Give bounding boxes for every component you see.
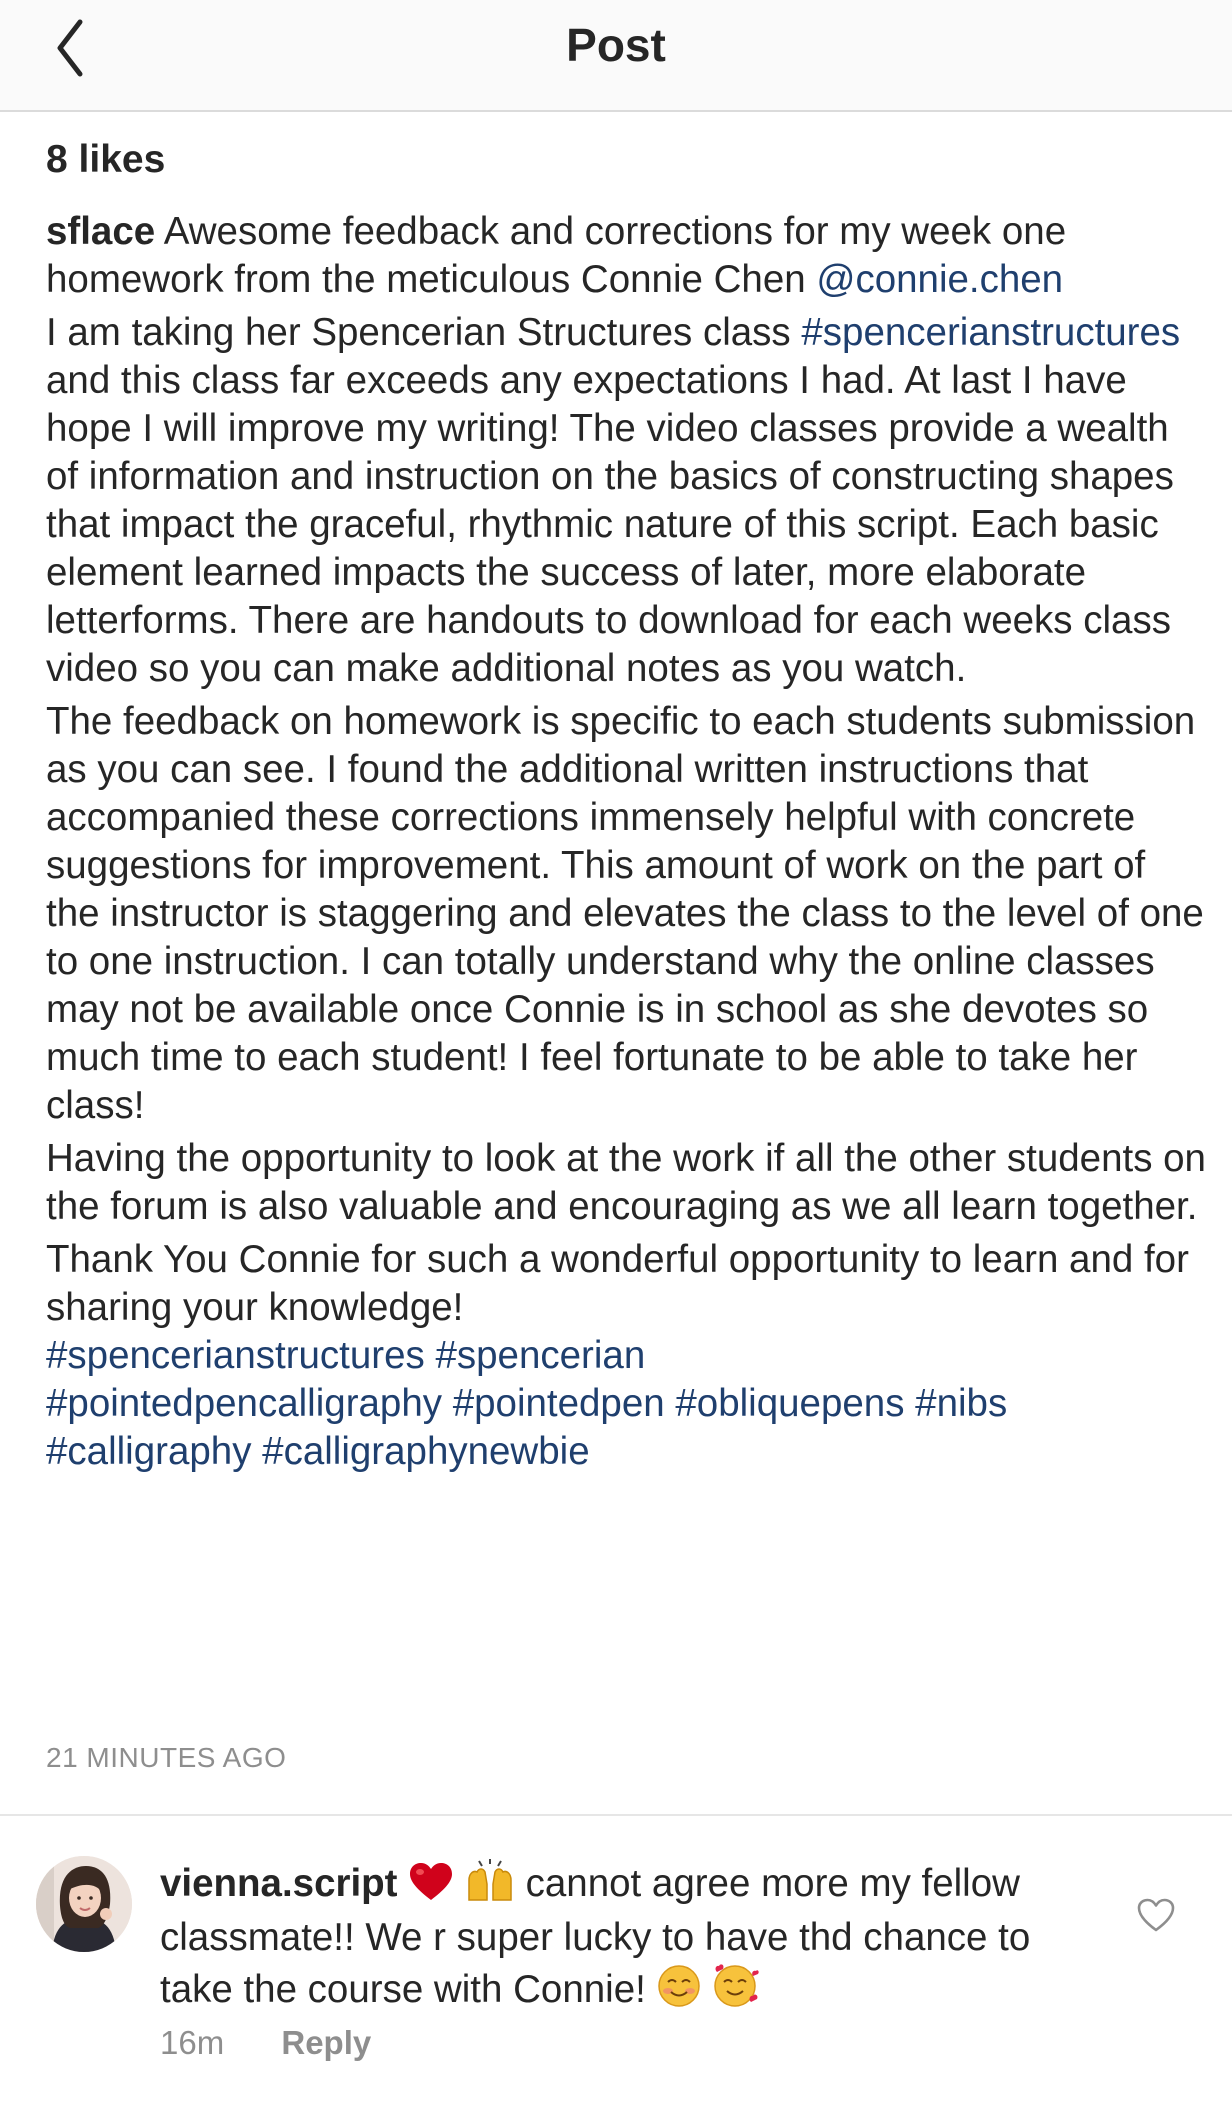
comment-text: cannot agree more my fellow classmate!! We r super lucky to have thd chance to take the course with Connie! xyxy=(160,1862,1031,2011)
hashtag-link[interactable]: #obliquepens xyxy=(675,1382,905,1425)
comment xyxy=(160,1858,1100,2020)
hashtag-link[interactable]: #spencerian xyxy=(435,1334,646,1377)
smiling-face-emoji xyxy=(657,1964,701,2020)
avatar-image xyxy=(36,1856,132,1952)
hashtag-link[interactable]: #pointedpen xyxy=(452,1382,665,1425)
hashtag-link[interactable]: #nibs xyxy=(915,1382,1008,1425)
likes-count[interactable]: 8 likes xyxy=(46,138,166,181)
avatar[interactable] xyxy=(36,1856,132,1952)
reply-button[interactable]: Reply xyxy=(281,2024,372,2061)
hashtag-list xyxy=(46,1332,1206,1476)
hashtag-link[interactable]: #spencerianstructures xyxy=(46,1334,425,1377)
caption-paragraph-3: Having the opportunity to look at the work if all the other students on the forum is also valuable and encouraging as we all learn together. xyxy=(46,1137,1206,1228)
caption-intro-text: Awesome feedback and corrections for my week one homework from the meticulous Connie Chen xyxy=(46,210,1067,301)
divider xyxy=(0,1814,1232,1816)
heart-outline-icon xyxy=(1136,1896,1176,1936)
comment-username[interactable]: vienna.script xyxy=(160,1862,398,1905)
hashtag-link[interactable]: #spencerianstructures xyxy=(801,311,1181,354)
post-caption xyxy=(46,208,1206,1476)
post-timestamp: 21 MINUTES AGO xyxy=(46,1742,287,1773)
mention-link[interactable]: @connie.chen xyxy=(816,258,1064,301)
comment-meta xyxy=(160,2024,371,2062)
red-heart-emoji xyxy=(408,1862,454,1914)
like-comment-button[interactable] xyxy=(1136,1896,1176,1936)
page-title: Post xyxy=(566,19,666,71)
hashtag-link[interactable]: #pointedpencalligraphy xyxy=(46,1382,442,1425)
hashtag-link[interactable]: #calligraphynewbie xyxy=(262,1430,590,1473)
caption-paragraph-4: Thank You Connie for such a wonderful opportunity to learn and for sharing your knowledge! xyxy=(46,1238,1189,1329)
caption-username[interactable]: sflace xyxy=(46,210,156,253)
comment-time: 16m xyxy=(160,2024,225,2061)
caption-paragraph-1b: and this class far exceeds any expectations I had. At last I have hope I will improve my writing! The video classes provide a wealth of information and instruction on the basics of constructing shapes that impact the graceful, rhythmic nature of this script. Each basic element learned impacts the success of later, more elaborate letterforms. There are handouts to download for each weeks class video so you can make additional notes as you watch. xyxy=(46,359,1174,690)
caption-paragraph-2: The feedback on homework is specific to each students submission as you can see. I found the additional written instructions that accompanied these corrections immensely helpful with concrete suggestions for improvement. This amount of work on the part of the instructor is staggering and elevates the class to the level of one to one instruction. I can totally understand why the online classes may not be available once Connie is in school as she devotes so much time to each student! I feel fortunate to be able to take her class! xyxy=(46,700,1204,1127)
raising-hands-emoji xyxy=(465,1858,515,1914)
caption-paragraph-1a: I am taking her Spencerian Structures class xyxy=(46,311,791,354)
top-bar xyxy=(0,0,1232,112)
hashtag-link[interactable]: #calligraphy xyxy=(46,1430,252,1473)
smiling-face-with-hearts-emoji xyxy=(711,1962,759,2020)
